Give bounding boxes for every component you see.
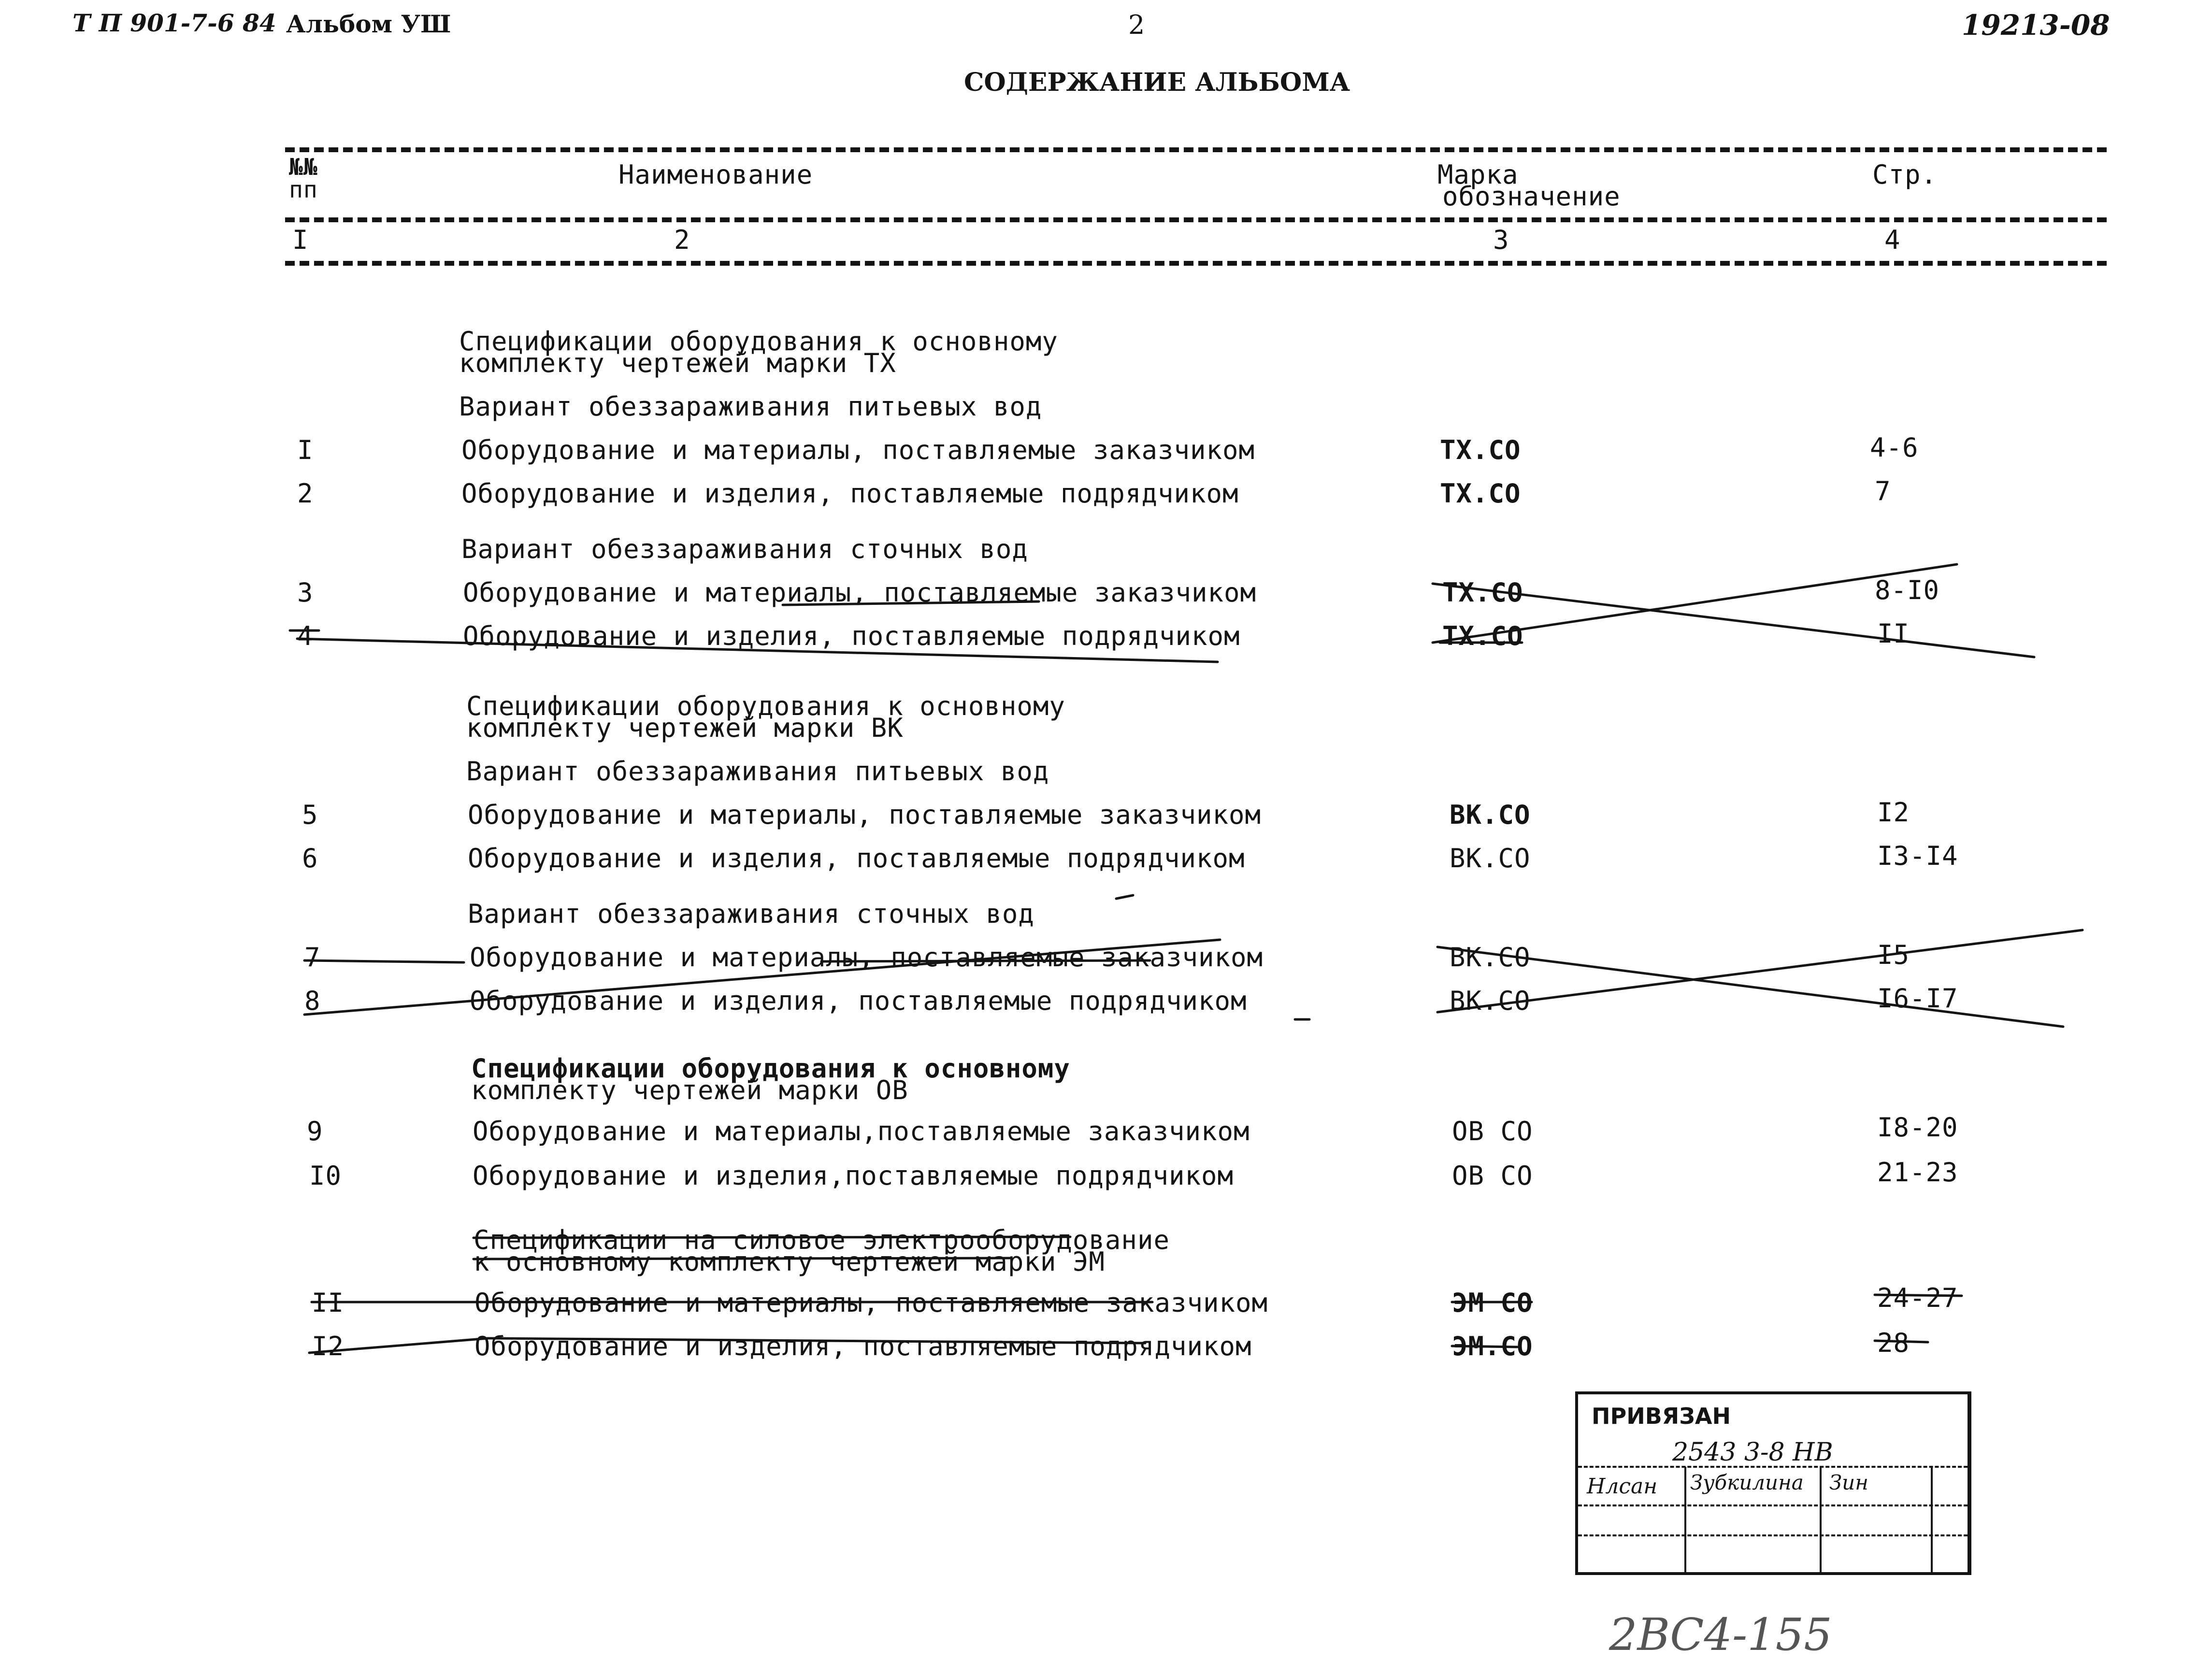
page-number: 2	[1128, 10, 1145, 40]
row-mark: ЭМ.СО	[1452, 1331, 1533, 1361]
row-number: I	[297, 435, 314, 465]
stamp-role: Нлсан	[1587, 1474, 1658, 1499]
col-page-header: Стр.	[1872, 159, 1938, 190]
strike-line	[474, 1237, 1070, 1238]
row-name: Оборудование и изделия, поставляемые подрядчиком	[474, 1331, 1252, 1361]
strike-line	[1875, 1295, 1962, 1296]
row-mark: ТХ.СО	[1440, 478, 1521, 509]
row-page: I3-I4	[1877, 841, 1958, 871]
section-title: комплекту чертежей марки ВК	[466, 713, 904, 743]
variant-heading: Вариант обеззараживания сточных вод	[461, 534, 1028, 564]
col-mark-header-1: Марка	[1437, 159, 1519, 190]
section-title: комплекту чертежей марки ТХ	[459, 348, 896, 378]
row-page: 8-I0	[1875, 575, 1940, 605]
row-mark: ТХ.СО	[1440, 435, 1521, 465]
row-number: 3	[297, 577, 314, 608]
stamp-name: Зубкилина	[1690, 1471, 1804, 1494]
strike-line	[1875, 1341, 1928, 1342]
col-number-2: 2	[674, 225, 690, 255]
row-page: 28	[1877, 1328, 1910, 1358]
row-number: 7	[304, 942, 321, 973]
row-number: 4	[297, 621, 314, 651]
col-number-4: 4	[1884, 225, 1901, 255]
row-page: I2	[1877, 797, 1910, 828]
row-mark: ОВ СО	[1452, 1116, 1533, 1146]
row-page: I5	[1877, 940, 1910, 970]
variant-heading: Вариант обеззараживания питьевых вод	[459, 391, 1042, 422]
row-number: 8	[304, 986, 321, 1016]
strike-line	[309, 1338, 488, 1353]
strike-line	[1437, 930, 2083, 1012]
row-number: II	[312, 1288, 345, 1318]
col-number-3: 3	[1493, 225, 1509, 255]
section-title: Спецификации на силовое электрооборудование	[474, 1225, 1170, 1255]
strike-line	[783, 602, 1039, 605]
strike-line	[304, 960, 464, 962]
album-label: Альбом УШ	[286, 10, 451, 38]
row-page: I6-I7	[1877, 983, 1958, 1014]
strike-line	[1433, 564, 1957, 643]
variant-heading: Вариант обеззараживания сточных вод	[468, 899, 1034, 929]
stamp-title: ПРИВЯЗАН	[1592, 1403, 1731, 1429]
row-number: I2	[312, 1331, 345, 1361]
row-mark: ВК.СО	[1450, 800, 1531, 830]
col-mark-header-2: обозначение	[1442, 181, 1621, 212]
row-name: Оборудование и материалы, поставляемые заказчиком	[474, 1288, 1268, 1318]
row-name: Оборудование и изделия, поставляемые подрядчиком	[461, 478, 1239, 509]
row-page: 7	[1875, 476, 1891, 506]
row-mark: ЭМ СО	[1452, 1288, 1533, 1318]
strike-line	[1433, 584, 2034, 657]
col-num-header-1: №№	[289, 154, 318, 181]
row-number: I0	[309, 1160, 342, 1191]
stray-mark	[1116, 895, 1133, 899]
page-title: СОДЕРЖАНИЕ АЛЬБОМА	[964, 68, 1350, 97]
stamp-divider	[1684, 1467, 1686, 1572]
row-name: Оборудование и материалы, поставляемые заказчиком	[461, 435, 1255, 465]
row-page: 4-6	[1870, 432, 1919, 463]
stamp-rule	[1578, 1504, 1968, 1506]
row-number: 2	[297, 478, 314, 509]
strike-line	[304, 940, 1220, 1015]
col-name-header: Наименование	[618, 159, 813, 190]
row-mark: ВК.СО	[1450, 942, 1531, 973]
col-num-header-2: пп	[289, 176, 318, 203]
stamp-signature: Зин	[1829, 1471, 1868, 1494]
handwritten-note: 2ВС4-155	[1609, 1609, 1832, 1661]
row-mark: ТХ.СО	[1442, 621, 1523, 651]
strike-line	[488, 1338, 1145, 1343]
project-code: Т П 901-7-6 84	[72, 9, 276, 37]
row-name: Оборудование и материалы, поставляемые заказчиком	[468, 800, 1262, 830]
row-page: 21-23	[1877, 1157, 1958, 1188]
row-mark: ВК.СО	[1450, 843, 1531, 874]
row-page: I8-20	[1877, 1112, 1958, 1143]
stamp-divider	[1931, 1467, 1933, 1572]
row-name: Оборудование и изделия, поставляемые подрядчиком	[463, 621, 1240, 651]
variant-heading: Вариант обеззараживания питьевых вод	[466, 756, 1049, 787]
row-mark: ВК.СО	[1450, 986, 1531, 1016]
row-page: II	[1877, 618, 1910, 649]
row-name: Оборудование и изделия, поставляемые подрядчиком	[470, 986, 1247, 1016]
section-title: комплекту чертежей марки ОВ	[471, 1075, 908, 1105]
document-number: 19213-08	[1962, 9, 2110, 42]
section-title: Спецификации оборудования к основному	[471, 1053, 1070, 1084]
row-number: 5	[302, 800, 318, 830]
strike-line	[297, 639, 1218, 662]
row-name: Оборудование и изделия,поставляемые подрядчиком	[473, 1160, 1234, 1191]
stamp-divider	[1820, 1467, 1822, 1572]
row-name: Оборудование и материалы,поставляемые заказчиком	[473, 1116, 1250, 1146]
strike-line	[1452, 1346, 1517, 1347]
row-name: Оборудование и изделия, поставляемые подрядчиком	[468, 843, 1245, 874]
row-name: Оборудование и материалы, поставляемые заказчиком	[463, 577, 1257, 608]
strike-line	[474, 1258, 1010, 1259]
strike-line	[821, 960, 1150, 961]
row-mark: ОВ СО	[1452, 1160, 1533, 1191]
row-name: Оборудование и материалы, поставляемые заказчиком	[470, 942, 1264, 973]
section-title: Спецификации оборудования к основному	[459, 326, 1058, 357]
row-number: 6	[302, 843, 318, 874]
section-title: к основному комплекту чертежей марки ЭМ	[474, 1246, 1105, 1277]
col-number-1: I	[292, 225, 309, 255]
stamp-number: 2543 3-8 НВ	[1672, 1438, 1833, 1467]
approval-stamp	[1575, 1391, 1971, 1575]
section-title: Спецификации оборудования к основному	[466, 691, 1065, 721]
row-page: 24-27	[1877, 1283, 1958, 1313]
row-mark: ТХ.СО	[1442, 577, 1523, 608]
strike-line	[1437, 947, 2063, 1027]
stamp-rule	[1578, 1534, 1968, 1536]
row-number: 9	[307, 1116, 323, 1146]
stamp-rule	[1578, 1466, 1968, 1468]
